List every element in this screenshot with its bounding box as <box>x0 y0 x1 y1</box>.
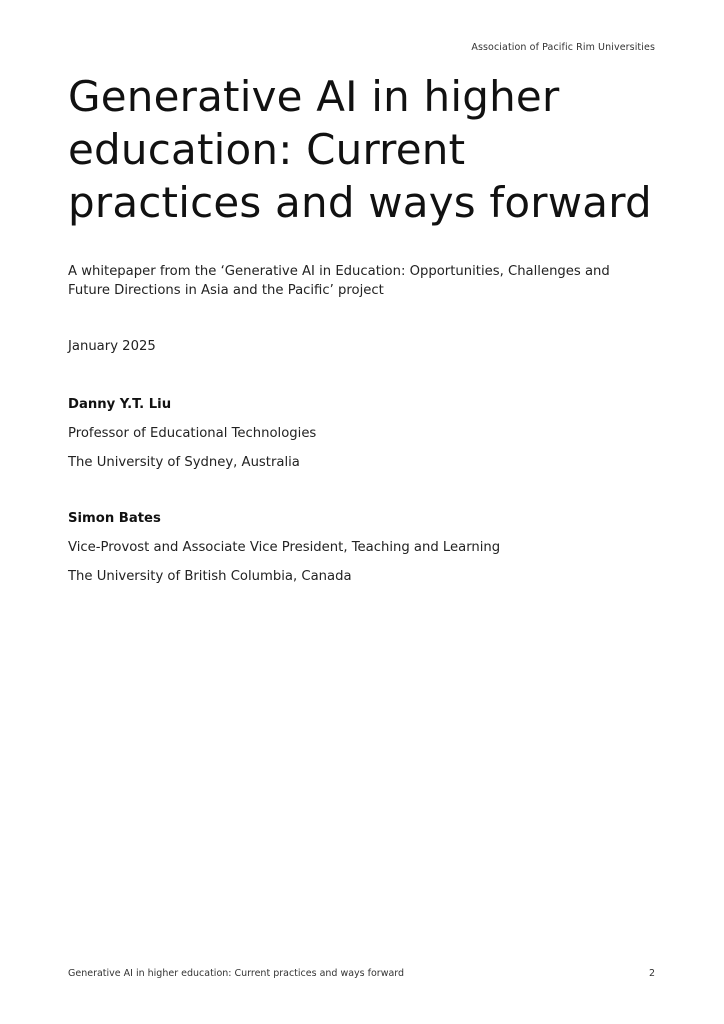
author-block <box>68 396 668 472</box>
document-subtitle: A whitepaper from the ‘Generative AI in Education: Opportunities, Challenges and Future Directions in Asia and the Pacific’ project <box>68 264 610 298</box>
author-role: Vice-Provost and Associate Vice President, Teaching and Learning <box>68 540 501 555</box>
publication-date: January 2025 <box>68 339 156 354</box>
author-name: Simon Bates <box>68 511 161 526</box>
author-affiliation: The University of British Columbia, Canada <box>68 569 352 584</box>
header-organization: Association of Pacific Rim Universities <box>471 42 655 53</box>
author-block <box>68 510 668 586</box>
page-number: 2 <box>648 968 655 979</box>
author-name: Danny Y.T. Liu <box>68 397 172 412</box>
footer-running-title: Generative AI in higher education: Current practices and ways forward <box>68 968 405 979</box>
author-role: Professor of Educational Technologies <box>68 426 317 441</box>
document-title: Generative AI in higher education: Current practices and ways forward <box>68 72 652 227</box>
author-affiliation: The University of Sydney, Australia <box>68 455 300 470</box>
